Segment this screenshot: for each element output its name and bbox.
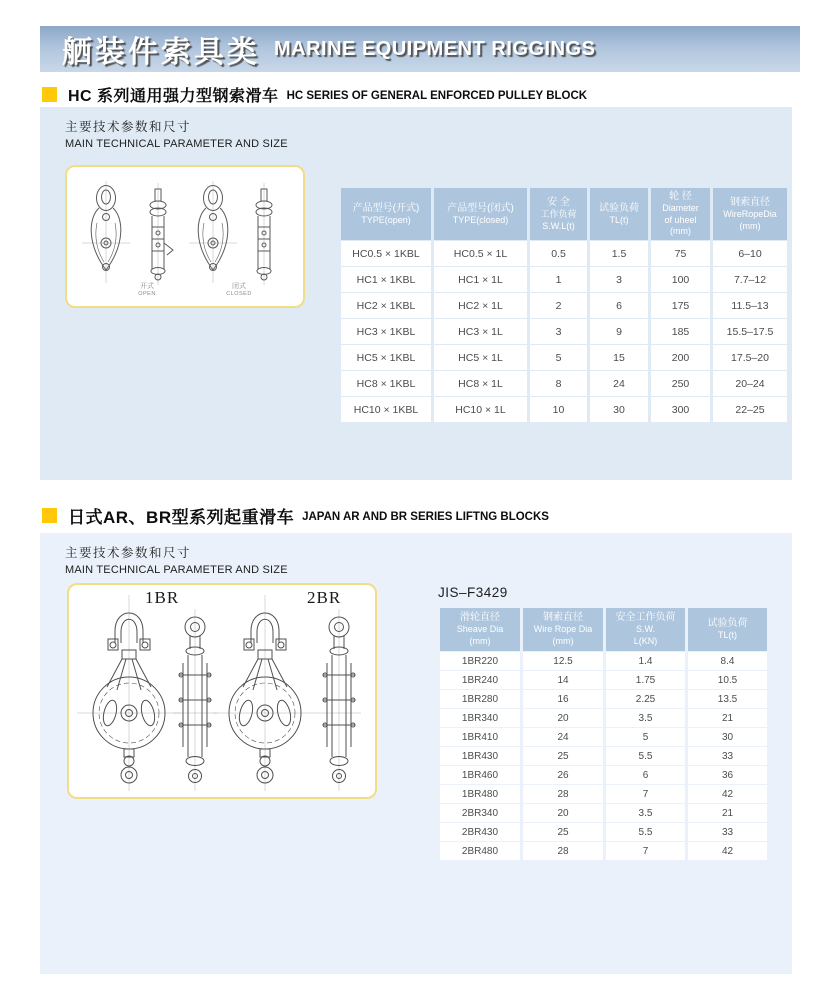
table-row <box>440 823 767 841</box>
header-line: 滑轮直径 <box>460 612 500 624</box>
header-line: S.W.L(t) <box>542 220 575 231</box>
header-line: 试验负荷 <box>707 618 748 630</box>
header-line: of uheel <box>664 214 697 225</box>
2br-drawing-label: 2BR <box>307 588 342 607</box>
header-line: TYPE(open) <box>361 214 411 225</box>
table-row <box>440 709 767 727</box>
hc-col-wheel-diameter <box>651 188 710 240</box>
table-cell: 1BR220 <box>440 652 520 670</box>
section1-parameter-label <box>65 117 288 150</box>
closed-drawing-label <box>209 283 269 298</box>
table-cell: 20 <box>523 804 603 822</box>
hc-col-type-open <box>341 188 431 240</box>
table-cell: 1BR480 <box>440 785 520 803</box>
header-line: 产品型号(开式) <box>352 202 420 214</box>
table-cell: 24 <box>523 728 603 746</box>
table-cell: 21 <box>688 804 767 822</box>
table-cell: 6 <box>590 293 648 318</box>
table-cell: 2BR340 <box>440 804 520 822</box>
hc-drawing-box <box>65 165 305 308</box>
header-line: S.W. <box>635 624 655 635</box>
table-cell: 100 <box>651 267 710 292</box>
br-block-drawing <box>69 585 375 797</box>
table-cell: 10.5 <box>688 671 767 689</box>
table-cell: 175 <box>651 293 710 318</box>
table-cell: HC5 × 1KBL <box>341 345 431 370</box>
open-label-cn: 开式 <box>140 283 154 290</box>
table-cell: 42 <box>688 785 767 803</box>
table-row <box>341 371 787 396</box>
jis-standard-label: JIS–F3429 <box>438 585 508 600</box>
closed-label-cn: 闭式 <box>232 283 246 290</box>
table-cell: 5 <box>606 728 685 746</box>
table-cell: 6 <box>606 766 685 784</box>
table-cell: 42 <box>688 842 767 860</box>
table-cell: 250 <box>651 371 710 396</box>
table-cell: 200 <box>651 345 710 370</box>
br-table-header-row <box>440 608 767 651</box>
page-banner <box>40 26 800 72</box>
table-cell: HC2 × 1KBL <box>341 293 431 318</box>
closed-label-en: CLOSED <box>226 291 252 298</box>
table-row <box>341 345 787 370</box>
table-cell: 9 <box>590 319 648 344</box>
hc-col-swl <box>530 188 587 240</box>
parameter-label-cn: 主要技术参数和尺寸 <box>65 546 192 560</box>
table-cell: HC10 × 1KBL <box>341 397 431 422</box>
table-cell: 2.25 <box>606 690 685 708</box>
table-cell: 3 <box>590 267 648 292</box>
header-line: (mm) <box>552 636 574 646</box>
section2-parameter-label <box>65 543 288 576</box>
table-cell: 3 <box>530 319 587 344</box>
table-cell: HC0.5 × 1KBL <box>341 241 431 266</box>
banner-title-en: MARINE EQUIPMENT RIGGINGS <box>274 37 596 60</box>
table-cell: 33 <box>688 823 767 841</box>
header-line: (mm) <box>670 226 691 237</box>
parameter-label-cn: 主要技术参数和尺寸 <box>65 120 192 134</box>
table-row <box>440 842 767 860</box>
hc-col-test-load <box>590 188 648 240</box>
section1-header <box>42 83 587 106</box>
table-cell: HC10 × 1L <box>434 397 527 422</box>
table-cell: 33 <box>688 747 767 765</box>
table-row <box>341 241 787 266</box>
table-cell: 24 <box>590 371 648 396</box>
br-col-test-load <box>688 608 767 651</box>
table-cell: HC8 × 1L <box>434 371 527 396</box>
table-cell: 30 <box>590 397 648 422</box>
table-cell: 3.5 <box>606 804 685 822</box>
table-cell: 1BR240 <box>440 671 520 689</box>
table-row <box>440 785 767 803</box>
table-cell: 30 <box>688 728 767 746</box>
header-line: 轮 径 <box>669 191 692 202</box>
table-row <box>341 293 787 318</box>
hc-col-wire-rope-dia <box>713 188 787 240</box>
table-cell: 2 <box>530 293 587 318</box>
banner-title-cn: 舾装件索具类 <box>62 36 260 69</box>
header-line: Diameter <box>662 203 699 213</box>
table-cell: 15.5–17.5 <box>713 319 787 344</box>
table-cell: 14 <box>523 671 603 689</box>
header-line: 安 全 <box>547 196 570 208</box>
table-cell: 17.5–20 <box>713 345 787 370</box>
section2-panel <box>40 533 792 974</box>
table-cell: HC1 × 1KBL <box>341 267 431 292</box>
hc-parameter-table <box>338 187 790 423</box>
table-cell: 1.75 <box>606 671 685 689</box>
parameter-label-en: MAIN TECHNICAL PARAMETER AND SIZE <box>65 138 288 150</box>
table-cell: 1BR430 <box>440 747 520 765</box>
section1-title-cn: HC 系列通用强力型钢索滑车 <box>68 88 279 105</box>
table-cell: 8 <box>530 371 587 396</box>
1br-drawing-label: 1BR <box>145 588 180 607</box>
table-cell: 2BR430 <box>440 823 520 841</box>
hc-table-header-row <box>341 188 787 240</box>
br-col-wire-rope-dia <box>523 608 603 651</box>
br-parameter-table <box>437 607 770 861</box>
table-cell: 5 <box>530 345 587 370</box>
table-cell: 16 <box>523 690 603 708</box>
br-drawing-box <box>67 583 377 799</box>
table-cell: HC0.5 × 1L <box>434 241 527 266</box>
table-cell: 10 <box>530 397 587 422</box>
table-row <box>341 267 787 292</box>
table-cell: 13.5 <box>688 690 767 708</box>
table-cell: 75 <box>651 241 710 266</box>
table-cell: 28 <box>523 785 603 803</box>
table-cell: 15 <box>590 345 648 370</box>
table-cell: 7 <box>606 785 685 803</box>
table-row <box>440 690 767 708</box>
header-line: 安全工作负荷 <box>615 612 676 624</box>
table-cell: 1 <box>530 267 587 292</box>
table-cell: 12.5 <box>523 652 603 670</box>
table-cell: 5.5 <box>606 747 685 765</box>
table-cell: 22–25 <box>713 397 787 422</box>
table-cell: HC8 × 1KBL <box>341 371 431 396</box>
table-cell: 8.4 <box>688 652 767 670</box>
hc-col-type-closed <box>434 188 527 240</box>
yellow-bullet-icon <box>42 87 57 102</box>
yellow-bullet-icon <box>42 508 57 523</box>
table-cell: HC2 × 1L <box>434 293 527 318</box>
header-line: 钢索直径 <box>543 612 583 624</box>
section1-panel <box>40 107 792 480</box>
section1-title-en: HC SERIES OF GENERAL ENFORCED PULLEY BLOCK <box>286 90 588 102</box>
table-cell: 1BR340 <box>440 709 520 727</box>
header-line: 工作负荷 <box>540 208 577 219</box>
table-cell: 1BR280 <box>440 690 520 708</box>
table-cell: 3.5 <box>606 709 685 727</box>
header-line: 产品型号(闭式) <box>447 202 514 214</box>
table-cell: HC3 × 1KBL <box>341 319 431 344</box>
open-drawing-label <box>117 283 177 298</box>
section2-title-en: JAPAN AR AND BR SERIES LIFTNG BLOCKS <box>302 511 549 523</box>
header-line: WireRopeDia <box>723 208 777 219</box>
table-cell: 1.5 <box>590 241 648 266</box>
table-cell: 5.5 <box>606 823 685 841</box>
header-line: L(KN) <box>633 636 658 646</box>
open-label-en: OPEN <box>138 291 156 298</box>
header-line: (mm) <box>469 636 491 646</box>
table-cell: 21 <box>688 709 767 727</box>
header-line: 钢索直径 <box>730 196 770 208</box>
table-cell: 36 <box>688 766 767 784</box>
table-cell: 1.4 <box>606 652 685 670</box>
header-line: TL(t) <box>609 214 629 225</box>
table-row <box>341 319 787 344</box>
table-cell: 20–24 <box>713 371 787 396</box>
table-row <box>341 397 787 422</box>
table-cell: HC1 × 1L <box>434 267 527 292</box>
table-cell: 25 <box>523 823 603 841</box>
table-cell: HC5 × 1L <box>434 345 527 370</box>
section2-header <box>42 503 549 528</box>
table-row <box>440 804 767 822</box>
header-line: (mm) <box>739 220 761 231</box>
table-row <box>440 728 767 746</box>
table-cell: HC3 × 1L <box>434 319 527 344</box>
table-cell: 1BR410 <box>440 728 520 746</box>
table-cell: 11.5–13 <box>713 293 787 318</box>
parameter-label-en: MAIN TECHNICAL PARAMETER AND SIZE <box>65 564 288 576</box>
table-cell: 28 <box>523 842 603 860</box>
table-row <box>440 652 767 670</box>
table-cell: 25 <box>523 747 603 765</box>
br-col-swl <box>606 608 685 651</box>
table-cell: 1BR460 <box>440 766 520 784</box>
table-cell: 185 <box>651 319 710 344</box>
table-cell: 20 <box>523 709 603 727</box>
header-line: Sheave Dia <box>456 624 504 635</box>
section2-title-cn: 日式AR、BR型系列起重滑车 <box>68 508 295 527</box>
table-cell: 2BR480 <box>440 842 520 860</box>
table-cell: 26 <box>523 766 603 784</box>
table-cell: 6–10 <box>713 241 787 266</box>
header-line: Wire Rope Dia <box>533 624 593 635</box>
table-row <box>440 671 767 689</box>
header-line: 试验负荷 <box>599 202 639 214</box>
table-cell: 0.5 <box>530 241 587 266</box>
header-line: TL(t) <box>718 630 737 641</box>
table-cell: 300 <box>651 397 710 422</box>
br-col-sheave-dia <box>440 608 520 651</box>
table-cell: 7.7–12 <box>713 267 787 292</box>
table-cell: 7 <box>606 842 685 860</box>
table-row <box>440 766 767 784</box>
header-line: TYPE(closed) <box>452 214 509 225</box>
table-row <box>440 747 767 765</box>
